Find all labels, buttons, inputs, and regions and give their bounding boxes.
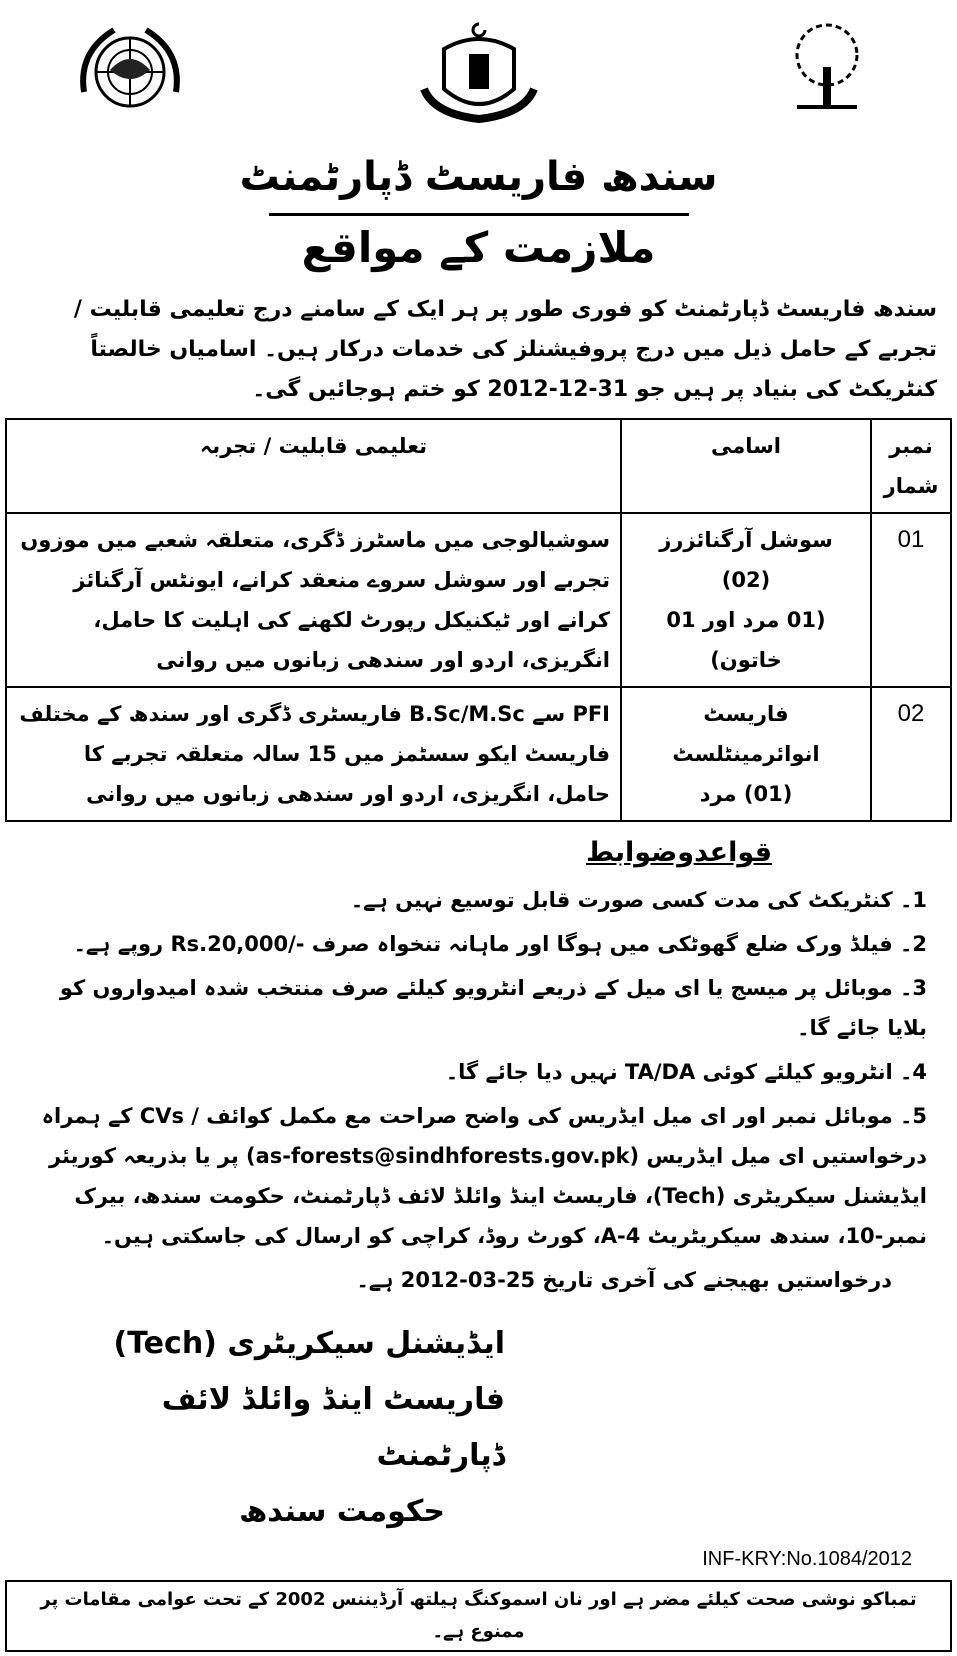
sindh-government-emblem-logo <box>414 14 544 134</box>
rule-text: موبائل نمبر اور ای میل ایڈریس کی واضح صراحت مع مکمل کوائف / CVs کے ہمراہ درخواستیں ای میل ایڈریس (as-forests@sindhforests.gov.pk) پر یا بذریعہ کوریئر ایڈیشنل سیکریٹری (Tech)، فاریسٹ اینڈ وائلڈ لائف ڈپارٹمنٹ، حکومت سندھ، بیرک نمبر-10، سندھ سیکریٹریٹ 4-A، کورٹ روڈ، کراچی کو ارسال کی جاسکتی ہیں۔ <box>41 1104 927 1248</box>
rule-number: 2 <box>912 932 927 956</box>
signature-government: حکومت سندھ <box>239 1494 445 1529</box>
rule-item: 4۔ انٹرویو کیلئے کوئی TA/DA نہیں دیا جائے گا۔ <box>445 1060 927 1084</box>
page-title: سندھ فاریسٹ ڈپارٹمنٹ <box>239 154 718 200</box>
rule-text: موبائل پر میسج یا ای میل کے ذریعے انٹرویو کیلئے صرف منتخب شدہ امیدواروں کو بلایا جائے گا۔ <box>59 976 927 1040</box>
qualification-cell: PFI سے B.Sc/M.Sc فاریسٹری ڈگری اور سندھ کے مختلف فاریسٹ ایکو سسٹمز میں 15 سالہ متعلقہ تجربے کا حامل، انگریزی، اردو اور سندھی زبانوں میں روانی <box>6 687 621 821</box>
table-header-row <box>6 419 951 513</box>
rule-number: 5 <box>912 1104 927 1128</box>
logo-row <box>5 14 952 139</box>
post-count: (01 مرد اور 01 خاتون) <box>666 608 826 672</box>
col-serial: نمبر شمار <box>871 419 951 513</box>
reference-number: INF-KRY:No.1084/2012 <box>702 1548 912 1570</box>
rule-number: 3 <box>912 976 927 1000</box>
col-qualification: تعلیمی قابلیت / تجربہ <box>6 419 621 513</box>
intro-paragraph: سندھ فاریسٹ ڈپارٹمنٹ کو فوری طور پر ہر ایک کے سامنے درج تعلیمی قابلیت / تجربے کے حامل ذیل میں درج پروفیشنلز کی خدمات درکار ہیں۔ اسامیاں خالصتاً کنٹریکٹ کی بنیاد پر ہیں جو 31-12-2012 کو ختم ہوجائیں گی۔ <box>73 297 937 402</box>
rule-number: 4 <box>912 1060 927 1084</box>
signature-block <box>25 1316 505 1540</box>
post-title: فاریسٹ انوائرمینٹلسٹ <box>672 702 820 766</box>
post-cell <box>621 513 871 687</box>
rule-text: فیلڈ ورک ضلع گھوٹکی میں ہوگا اور ماہانہ تنخواہ صرف -/Rs.20,000 روپے ہے۔ <box>73 932 893 956</box>
post-title: سوشل آرگنائزرز (02) <box>659 528 833 592</box>
rule-text: کنٹریکٹ کی مدت کسی صورت قابل توسیع نہیں ہے۔ <box>350 888 893 912</box>
vacancies-table <box>5 418 952 822</box>
col-post: اسامی <box>621 419 871 513</box>
rule-number: 1 <box>912 888 927 912</box>
rules-heading: قواعدوضوابط <box>585 837 772 868</box>
rule-item: 5۔ موبائل نمبر اور ای میل ایڈریس کی واضح صراحت مع مکمل کوائف / CVs کے ہمراہ درخواستیں ای میل ایڈریس (as-forests@sindhforests.gov.pk) پر یا بذریعہ کوریئر ایڈیشنل سیکریٹری (Tech)، فاریسٹ اینڈ وائلڈ لائف ڈپارٹمنٹ، حکومت سندھ، بیرک نمبر-10، سندھ سیکریٹریٹ 4-A، کورٹ روڈ، کراچی کو ارسال کی جاسکتی ہیں۔ <box>41 1104 927 1248</box>
page-subtitle: ملازمت کے مواقع <box>269 213 689 280</box>
forest-tree-emblem-logo <box>762 14 892 134</box>
serial-cell: 01 <box>871 513 951 687</box>
signature-title: ایڈیشنل سیکریٹری (Tech) <box>113 1326 505 1361</box>
application-deadline: درخواستیں بھیجنے کی آخری تاریخ 25-03-2012 ہے۔ <box>356 1268 892 1292</box>
table-row <box>6 513 951 687</box>
post-cell <box>621 687 871 821</box>
qualification-cell: سوشیالوجی میں ماسٹرز ڈگری، متعلقہ شعبے میں موزوں تجربے اور سوشل سروے منعقد کرانے، ایونٹس آرگنائز کرانے اور ٹیکنیکل رپورٹ لکھنے کی اہلیت کا حامل، انگریزی، اردو اور سندھی زبانوں میں روانی <box>6 513 621 687</box>
rule-item: 1۔ کنٹریکٹ کی مدت کسی صورت قابل توسیع نہیں ہے۔ <box>350 888 927 912</box>
rule-text: انٹرویو کیلئے کوئی TA/DA نہیں دیا جائے گا۔ <box>445 1060 893 1084</box>
un-emblem-logo <box>65 14 195 134</box>
table-row <box>6 687 951 821</box>
signature-department: فاریسٹ اینڈ وائلڈ لائف ڈپارٹمنٹ <box>161 1382 505 1473</box>
rule-item: 3۔ موبائل پر میسج یا ای میل کے ذریعے انٹرویو کیلئے صرف منتخب شدہ امیدواروں کو بلایا جائے گا۔ <box>59 976 927 1040</box>
serial-cell: 02 <box>871 687 951 821</box>
rule-item: 2۔ فیلڈ ورک ضلع گھوٹکی میں ہوگا اور ماہانہ تنخواہ صرف -/Rs.20,000 روپے ہے۔ <box>73 932 927 956</box>
no-smoking-notice: تمباکو نوشی صحت کیلئے مضر ہے اور نان اسموکنگ ہیلتھ آرڈیننس 2002 کے تحت عوامی مقامات پر ممنوع ہے۔ <box>5 1580 952 1652</box>
post-count: (01) مرد <box>699 782 793 806</box>
